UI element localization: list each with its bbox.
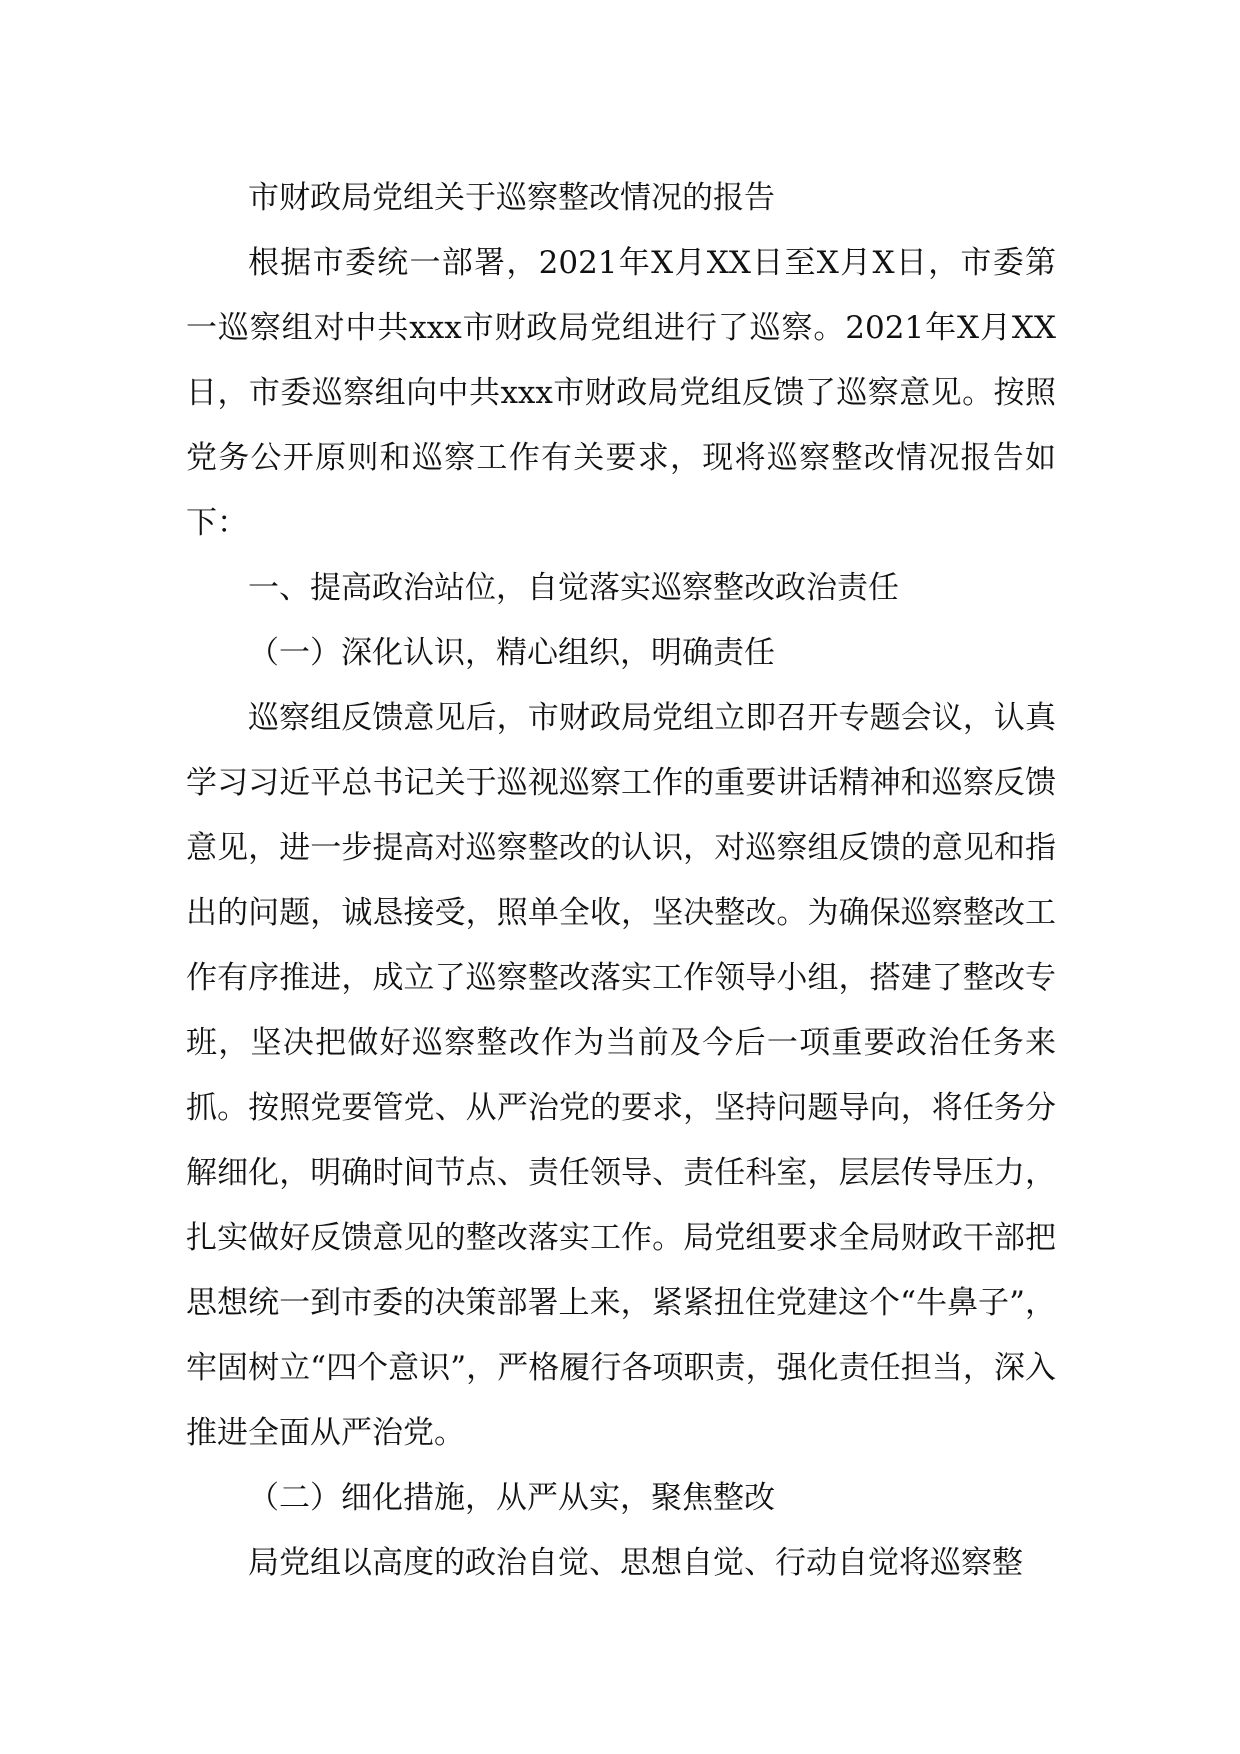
subsection-1-paragraph: 巡察组反馈意见后，市财政局党组立即召开专题会议，认真学习习近平总书记关于巡视巡察工作的重要讲话精神和巡察反馈意见，进一步提高对巡察整改的认识，对巡察组反馈的意见和指出的问题，诚恳接受，照单全收，坚决整改。为确保巡察整改工作有序推进，成立了巡察整改落实工作领导小组，搭建了整改专班，坚决把做好巡察整改作为当前及今后一项重要政治任务来抓。按照党要管党、从严治党的要求，坚持问题导向，将任务分解细化，明确时间节点、责任领导、责任科室，层层传导压力，扎实做好反馈意见的整改落实工作。局党组要求全局财政干部把思想统一到市委的决策部署上来，紧紧扭住党建这个“牛鼻子”，牢固树立“四个意识”，严格履行各项职责，强化责任担当，深入推进全面从严治党。: [186, 700, 1056, 1451]
subsection-2-paragraph: 局党组以高度的政治自觉、思想自觉、行动自觉将巡察整: [248, 1545, 1023, 1581]
subsection-2-heading: （二）细化措施，从严从实，聚焦整改: [248, 1480, 775, 1516]
document-title: 市财政局党组关于巡察整改情况的报告: [248, 180, 775, 216]
document-body: [186, 166, 1056, 1596]
subsection-1-heading: （一）深化认识，精心组织，明确责任: [248, 635, 775, 671]
intro-paragraph: 根据市委统一部署，2021年X月XX日至X月X日，市委第一巡察组对中共xxx市财政局党组进行了巡察。2021年X月XX日，市委巡察组向中共xxx市财政局党组反馈了巡察意见。按照党务公开原则和巡察工作有关要求，现将巡察整改情况报告如下：: [186, 245, 1056, 541]
section-1-heading: 一、提高政治站位，自觉落实巡察整改政治责任: [248, 570, 899, 606]
